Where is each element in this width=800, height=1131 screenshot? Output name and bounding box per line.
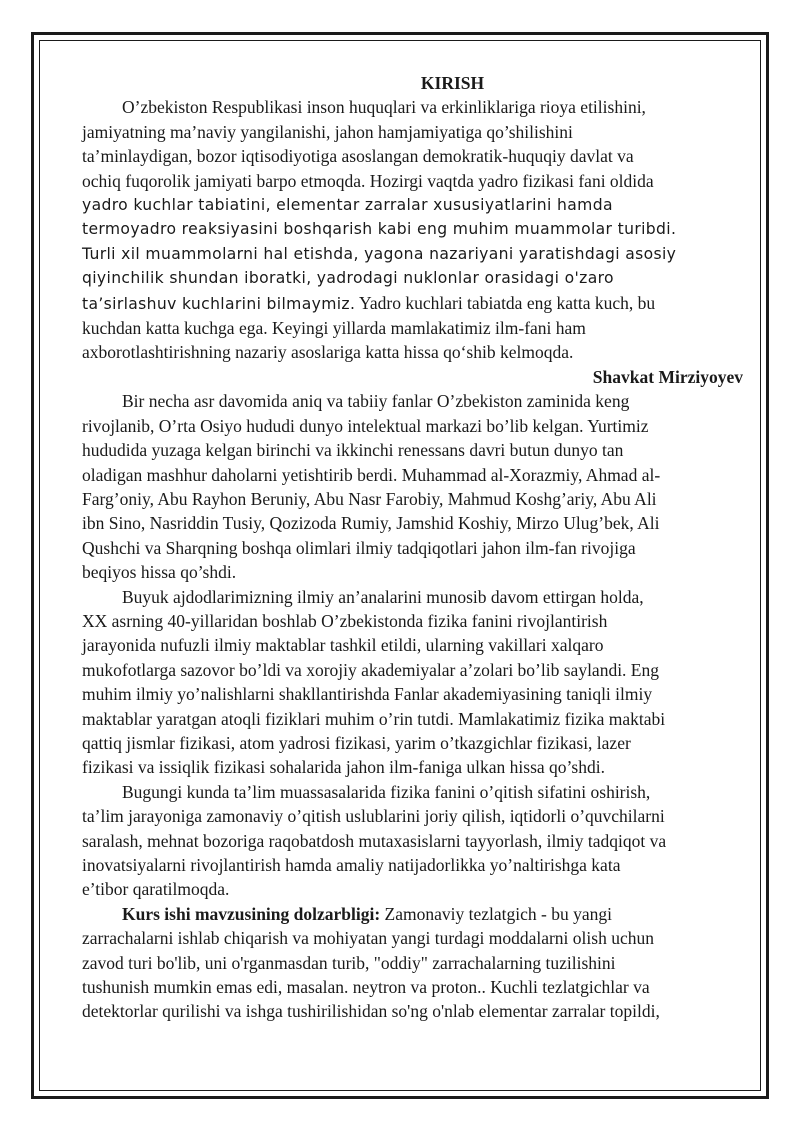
epigraph-line: ta’minlaydigan, bozor iqtisodiyotiga asoslangan demokratik-huquqiy davlat va <box>82 146 634 167</box>
epigraph-fragment: Yadro kuchlari tabiatda eng katta kuch, bu <box>355 292 656 313</box>
paragraph-line: maktablar yaratgan atoqli fiziklari muhim o’rin tutdi. Mamlakatimiz fizika maktabi <box>82 708 666 729</box>
epigraph-line: ochiq fuqorolik jamiyati barpo etmoqda. Hozirgi vaqtda yadro fizikasi fani oldida <box>82 170 654 191</box>
paragraph-line: tushunish mumkin emas edi, masalan. neytron va proton.. Kuchli tezlatgichlar va <box>82 977 650 998</box>
paragraph-line: mukofotlarga sazovor bo’ldi va xorojiy akademiyalar a’zolari bo’lib saylandi. Eng <box>82 659 659 680</box>
epigraph-line <box>82 291 743 316</box>
paragraph-line: XX asrning 40-yillaridan boshlab O’zbekistonda fizika fanini rivojlantirish <box>82 610 608 631</box>
paragraph-line: muhim ilmiy yo’nalishlarni shakllantirishda Fanlar akademiyasining taniqli ilmiy <box>82 684 653 705</box>
paragraph-line: e’tibor qaratilmoqda. <box>82 879 230 900</box>
paragraph-line: ibn Sino, Nasriddin Tusiy, Qozizoda Rumiy, Jamshid Koshiy, Mirzo Ulug’bek, Ali <box>82 513 660 534</box>
paragraph-line: inovatsiyalarni rivojlantirish hamda amaliy natijadorlikka yo’naltirishga kata <box>82 855 621 875</box>
paragraph-line: rivojlanib, O’rta Osiyo hududi dunyo intelektual markazi bo’lib kelgan. Yurtimiz <box>82 415 649 436</box>
paragraph-line: Bugungi kunda ta’lim muassasalarida fizika fanini o’qitish sifatini oshirish, <box>122 781 651 802</box>
paragraph-line: oladigan mashhur daholarni yetishtirib berdi. Muhammad al-Xorazmiy, Ahmad al- <box>82 464 661 485</box>
paragraph-line: Qushchi va Sharqning boshqa olimlari ilmiy tadqiqotlari jahon ilm-fan rivojiga <box>82 537 636 558</box>
epigraph-line: termoyadro reaksiyasini boshqarish kabi eng muhim muammolar turibdi. <box>82 220 677 239</box>
epigraph-line: jamiyatning ma’naviy yangilanishi, jahon hamjamiyatiga qo’shilishini <box>82 121 573 142</box>
paragraph-line: Buyuk ajdodlarimizning ilmiy an’analarini munosib davom ettirgan holda, <box>122 586 644 607</box>
epigraph-line: O’zbekiston Respublikasi inson huquqlari va erkinliklariga rioya etilishini, <box>122 97 646 118</box>
epigraph-line: yadro kuchlar tabiatini, elementar zarralar xususiyatlarini hamda <box>82 196 613 215</box>
epigraph-line: kuchdan katta kuchga ega. Keyingi yillarda mamlakatimiz ilm-fani ham <box>82 318 586 339</box>
document-body <box>82 71 743 1024</box>
paragraph-line: Bir necha asr davomida aniq va tabiiy fanlar O’zbekiston zaminida keng <box>122 391 630 412</box>
paragraph-line: zarrachalarni ishlab chiqarish va mohiyatan yangi turdagi moddalarni olish uchun <box>82 928 654 949</box>
paragraph-line: qattiq jismlar fizikasi, atom yadrosi fizikasi, yarim o’tkazgichlar fizikasi, lazer <box>82 732 631 753</box>
epigraph-author: Shavkat Mirziyoyev <box>592 366 743 387</box>
epigraph-line: qiyinchilik shundan iboratki, yadrodagi nuklonlar orasidagi o'zaro <box>82 269 614 288</box>
paragraph-line: Farg’oniy, Abu Rayhon Beruniy, Abu Nasr Farobiy, Mahmud Koshg’ariy, Abu Ali <box>82 488 657 509</box>
epigraph-line: Turli xil muammolarni hal etishda, yagona nazariyani yaratishdagi asosiy <box>82 244 677 263</box>
paragraph-line: zavod turi bo'lib, uni o'rganmasdan turib, "oddiy" zarrachalarning tuzilishini <box>82 952 616 973</box>
paragraph-line: beqiyos hissa qo’shdi. <box>82 562 237 583</box>
epigraph-line: axborotlashtirishning nazariy asoslariga katta hissa qo‘shib kelmoqda. <box>82 342 574 363</box>
paragraph-line: jarayonida nufuzli ilmiy maktablar tashkil etildi, ularning vakillari xalqaro <box>82 635 604 656</box>
paragraph-line: fizikasi va issiqlik fizikasi sohalarida jahon ilm-faniga ulkan hissa qo’shdi. <box>82 757 605 778</box>
paragraph-line <box>82 902 743 926</box>
paragraph-line: detektorlar qurilishi va ishga tushirilishidan so'ng o'nlab elementar zarralar topildi, <box>82 1001 660 1022</box>
epigraph-fragment: ta’sirlashuv kuchlarini bilmaymiz. <box>82 294 356 313</box>
paragraph-fragment: Zamonaviy tezlatgich - bu yangi <box>380 903 612 924</box>
paragraph-line: ta’lim jarayoniga zamonaviy o’qitish uslublarini joriy qilish, iqtidorli o’quvchilarni <box>82 806 665 827</box>
paragraph-line: saralash, mehnat bozoriga raqobatdosh mutaxasislarni tayyorlash, ilmiy tadqiqot va <box>82 830 667 851</box>
page-title: KIRISH <box>420 73 485 93</box>
section-lead: Kurs ishi mavzusining dolzarbligi: <box>122 903 381 924</box>
paragraph-line: hududida yuzaga kelgan birinchi va ikkinchi renessans davri butun dunyo tan <box>82 440 624 461</box>
